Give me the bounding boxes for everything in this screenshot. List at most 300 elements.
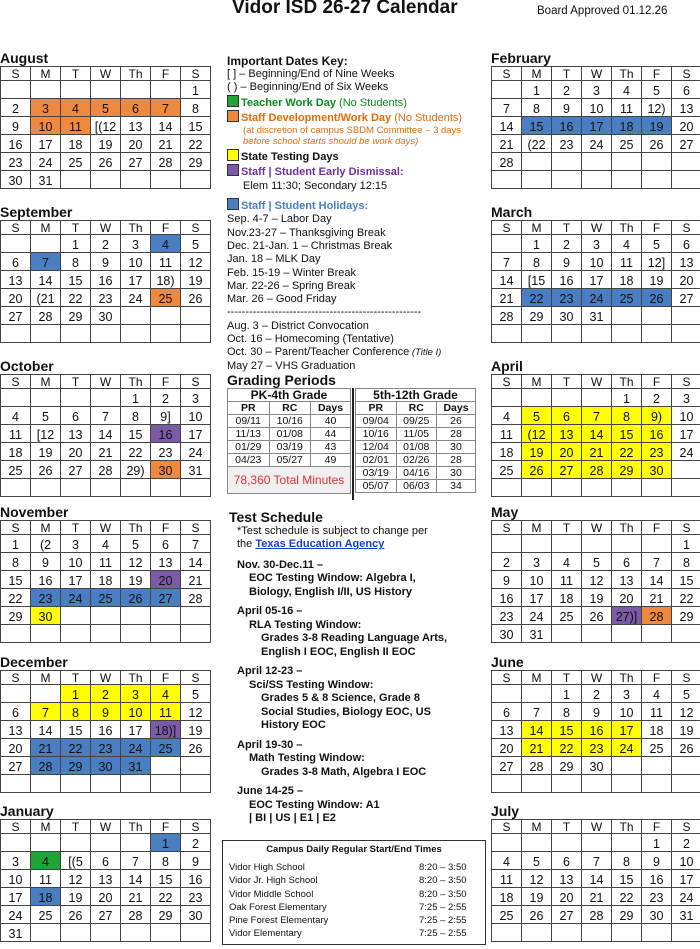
day-cell: 13	[91, 870, 121, 888]
day-cell: 26	[642, 289, 672, 307]
day-cell: 23	[552, 289, 582, 307]
day-cell: 21	[492, 289, 522, 307]
hs-col-header: RC	[396, 402, 437, 415]
day-cell: 5	[91, 99, 121, 117]
day-cell: 5	[121, 535, 151, 553]
day-cell: 2	[552, 235, 582, 253]
day-cell	[1, 81, 31, 99]
day-cell: (21	[31, 289, 61, 307]
day-cell: 1	[121, 389, 151, 407]
test-line: Grades 3-8 Reading Language Arts,	[261, 632, 448, 645]
day-cell	[612, 307, 642, 325]
day-cell	[642, 757, 672, 775]
test-line: Biology, English I/II, US History	[249, 585, 412, 598]
day-cell: 12	[582, 571, 612, 589]
day-cell: 6	[91, 852, 121, 870]
day-cell: 5	[582, 553, 612, 571]
table-row	[356, 467, 476, 480]
day-cell: 11	[552, 571, 582, 589]
day-cell: 4	[31, 852, 61, 870]
day-cell: 10	[61, 553, 91, 571]
day-cell: 30	[642, 906, 672, 924]
day-cell: 1	[181, 81, 211, 99]
day-cell: 17	[1, 888, 31, 906]
day-cell	[492, 171, 522, 189]
day-cell	[552, 775, 582, 793]
day-cell: 13	[1, 271, 31, 289]
day-cell: 26	[121, 589, 151, 607]
day-cell	[121, 479, 151, 497]
day-cell: 11	[612, 253, 642, 271]
day-cell: 28	[151, 153, 181, 171]
hs-cell: 10/16	[356, 428, 397, 441]
day-cell: 26	[522, 906, 552, 924]
day-cell: 30	[151, 461, 181, 479]
day-cell: 16	[552, 271, 582, 289]
day-cell	[181, 325, 211, 343]
day-cell	[151, 607, 181, 625]
holiday-item: Mar. 26 – Good Friday	[227, 293, 337, 306]
day-cell: 12]	[642, 253, 672, 271]
weekday-header: Th	[121, 221, 151, 235]
day-cell: 9	[582, 703, 612, 721]
day-cell: 31	[522, 625, 552, 643]
day-cell: 18	[492, 888, 522, 906]
month-march	[491, 205, 700, 343]
day-cell	[612, 775, 642, 793]
day-cell	[31, 81, 61, 99]
day-cell	[31, 685, 61, 703]
day-cell: 27	[552, 461, 582, 479]
hs-cell: 04/16	[396, 467, 437, 480]
day-cell: 20	[61, 443, 91, 461]
day-cell	[522, 834, 552, 852]
day-cell: 27	[121, 153, 151, 171]
day-cell: 23	[492, 607, 522, 625]
day-cell: 28	[492, 307, 522, 325]
holiday-item: Nov.23-27 – Thanksgiving Break	[227, 226, 386, 239]
day-cell	[151, 171, 181, 189]
day-cell: 19	[522, 888, 552, 906]
weekday-header: S	[492, 671, 522, 685]
day-cell	[61, 81, 91, 99]
weekday-header: W	[91, 671, 121, 685]
day-cell: 22	[552, 739, 582, 757]
day-cell: 2	[642, 389, 672, 407]
month-grid	[0, 374, 211, 497]
day-cell: 28	[31, 307, 61, 325]
day-cell	[552, 479, 582, 497]
day-cell: 31	[181, 461, 211, 479]
weekday-header: M	[522, 671, 552, 685]
day-cell	[31, 479, 61, 497]
weekday-header: T	[61, 671, 91, 685]
day-cell	[61, 479, 91, 497]
weekday-header: M	[31, 820, 61, 834]
day-cell: 20	[612, 589, 642, 607]
key-holidays	[227, 198, 490, 213]
day-cell	[522, 389, 552, 407]
day-cell: 1	[1, 535, 31, 553]
weekday-header: M	[522, 221, 552, 235]
day-cell: 8	[121, 407, 151, 425]
day-cell: 10	[672, 852, 700, 870]
weekday-header: S	[492, 67, 522, 81]
month-name: December	[0, 654, 68, 670]
day-cell: 24	[672, 888, 700, 906]
day-cell: 28	[31, 757, 61, 775]
weekday-header: W	[91, 67, 121, 81]
day-cell: 23	[582, 739, 612, 757]
weekday-header: S	[672, 375, 700, 389]
day-cell: 26	[31, 461, 61, 479]
weekday-header: F	[151, 521, 181, 535]
weekday-header: F	[642, 521, 672, 535]
month-november	[0, 505, 211, 643]
weekday-header: M	[522, 820, 552, 834]
test-line: Grades 3-8 Math, Algebra I EOC	[261, 765, 427, 778]
day-cell: 13	[552, 425, 582, 443]
weekday-header: F	[151, 221, 181, 235]
month-grid	[0, 819, 211, 942]
day-cell	[181, 171, 211, 189]
pk-col-header: PR	[228, 402, 270, 415]
day-cell: 18	[612, 271, 642, 289]
day-cell: 19	[181, 721, 211, 739]
day-cell	[672, 757, 700, 775]
day-cell: 30	[181, 906, 211, 924]
day-cell: 20	[1, 289, 31, 307]
key-early-dismissal	[227, 164, 490, 179]
day-cell	[642, 307, 672, 325]
day-cell	[522, 535, 552, 553]
day-cell	[582, 171, 612, 189]
month-grid	[491, 66, 700, 189]
day-cell: 8	[612, 852, 642, 870]
campus-time-row	[229, 874, 479, 887]
day-cell: 4	[91, 535, 121, 553]
day-cell	[642, 153, 672, 171]
day-cell: 4	[492, 407, 522, 425]
day-cell: 7	[91, 407, 121, 425]
day-cell	[181, 479, 211, 497]
event-text: Oct. 30 – Parent/Teacher Conference	[227, 346, 410, 359]
day-cell: 1	[522, 81, 552, 99]
test-line: Nov. 30-Dec.11 –	[237, 558, 324, 571]
day-cell: 18)]	[151, 721, 181, 739]
month-august	[0, 51, 211, 189]
day-cell	[582, 153, 612, 171]
day-cell: 18	[1, 443, 31, 461]
tea-link[interactable]: Texas Education Agency	[255, 538, 385, 551]
day-cell: 6	[151, 535, 181, 553]
day-cell: 29	[61, 307, 91, 325]
weekday-header: T	[552, 375, 582, 389]
day-cell: 1	[612, 389, 642, 407]
weekday-header: F	[151, 67, 181, 81]
day-cell: 10	[121, 703, 151, 721]
day-cell: 6	[672, 235, 700, 253]
weekday-header: M	[522, 521, 552, 535]
day-cell: 3	[121, 235, 151, 253]
campus-time-row	[229, 888, 479, 901]
day-cell: 1	[522, 235, 552, 253]
day-cell: 4	[612, 81, 642, 99]
day-cell: 14	[31, 721, 61, 739]
day-cell: 27	[552, 906, 582, 924]
day-cell	[31, 389, 61, 407]
day-cell: 17	[582, 271, 612, 289]
day-cell: 11	[91, 553, 121, 571]
campus-name: Vidor Jr. High School	[229, 875, 318, 887]
day-cell: 20	[151, 571, 181, 589]
day-cell	[492, 235, 522, 253]
day-cell	[121, 171, 151, 189]
campus-time: 7:25 – 2:55	[419, 928, 467, 940]
day-cell: 25	[151, 739, 181, 757]
month-name: June	[491, 654, 524, 670]
hs-col-header: Days	[437, 402, 476, 415]
day-cell: 21	[121, 888, 151, 906]
hs-cell: 12/04	[356, 441, 397, 454]
day-cell: 11	[61, 117, 91, 135]
table-row	[228, 441, 351, 454]
day-cell: 10	[522, 571, 552, 589]
pk-cell: 05/27	[269, 454, 311, 467]
weekday-header: T	[552, 820, 582, 834]
day-cell: 5	[181, 235, 211, 253]
day-cell	[181, 924, 211, 942]
day-cell: 10	[181, 407, 211, 425]
weekday-header: Th	[612, 521, 642, 535]
day-cell	[642, 625, 672, 643]
test-note-2-text: the	[237, 538, 256, 551]
test-line: April 12-23 –	[237, 665, 303, 678]
day-cell: 21	[582, 443, 612, 461]
day-cell: 15	[121, 425, 151, 443]
day-cell	[492, 535, 522, 553]
day-cell	[552, 153, 582, 171]
day-cell	[492, 685, 522, 703]
table-row	[356, 415, 476, 428]
weekday-header: W	[582, 671, 612, 685]
day-cell	[582, 924, 612, 942]
day-cell: 13	[672, 253, 700, 271]
day-cell	[612, 924, 642, 942]
day-cell: 3	[582, 235, 612, 253]
grading-tables	[227, 388, 490, 500]
day-cell: 10	[31, 117, 61, 135]
day-cell: 27	[151, 589, 181, 607]
weekday-header: Th	[121, 521, 151, 535]
day-cell: 26	[181, 289, 211, 307]
hs-cell: 09/25	[396, 415, 437, 428]
month-name: April	[491, 358, 523, 374]
weekday-header: Th	[612, 375, 642, 389]
day-cell: 28	[121, 906, 151, 924]
day-cell	[181, 757, 211, 775]
key-teacher-work-day	[227, 95, 490, 110]
month-grid	[491, 670, 700, 793]
hs-cell: 02/26	[396, 454, 437, 467]
key-title: Important Dates Key:	[227, 54, 348, 68]
day-cell: 9	[91, 703, 121, 721]
day-cell: 24	[121, 739, 151, 757]
test-line: English I EOC, English II EOC	[261, 645, 416, 658]
weekday-header: S	[1, 521, 31, 535]
day-cell: 2	[91, 685, 121, 703]
day-cell	[31, 325, 61, 343]
day-cell: 27)]	[612, 607, 642, 625]
day-cell	[121, 834, 151, 852]
weekday-header: S	[492, 375, 522, 389]
staff-dev-note: (No Students)	[391, 111, 463, 124]
day-cell: 26	[672, 739, 700, 757]
day-cell	[492, 325, 522, 343]
pk-grade-header: PK-4th Grade	[228, 389, 351, 402]
day-cell: 27	[672, 289, 700, 307]
weekday-header: Th	[612, 67, 642, 81]
day-cell: 28	[582, 906, 612, 924]
day-cell	[121, 775, 151, 793]
day-cell: 28	[642, 607, 672, 625]
day-cell: 4	[612, 235, 642, 253]
weekday-header: W	[91, 375, 121, 389]
weekday-header: T	[61, 221, 91, 235]
pk-cell: 01/29	[228, 441, 270, 454]
day-cell: 22	[522, 289, 552, 307]
weekday-header: T	[552, 671, 582, 685]
day-cell: 1	[151, 834, 181, 852]
day-cell: 22	[672, 589, 700, 607]
day-cell	[91, 325, 121, 343]
day-cell: 12	[181, 703, 211, 721]
day-cell: 29	[151, 906, 181, 924]
day-cell: 4	[642, 685, 672, 703]
weekday-header: M	[522, 67, 552, 81]
day-cell: 10	[582, 253, 612, 271]
day-cell	[151, 924, 181, 942]
day-cell: 26	[181, 739, 211, 757]
day-cell: 19	[642, 117, 672, 135]
weekday-header: S	[181, 820, 211, 834]
test-lines	[229, 559, 492, 826]
day-cell	[552, 625, 582, 643]
day-cell: 11	[492, 870, 522, 888]
teacher-work-day-note: (No Students)	[335, 96, 407, 109]
day-cell: 18	[91, 571, 121, 589]
day-cell	[612, 171, 642, 189]
day-cell: 31	[672, 906, 700, 924]
day-cell: 11	[642, 703, 672, 721]
pk-cell: 04/23	[228, 454, 270, 467]
test-line: Grades 5 & 8 Science, Grade 8	[261, 692, 420, 705]
day-cell	[672, 307, 700, 325]
day-cell: 4	[151, 685, 181, 703]
day-cell: 19	[181, 271, 211, 289]
day-cell: 18	[552, 589, 582, 607]
day-cell	[582, 834, 612, 852]
day-cell	[61, 625, 91, 643]
staff-dev-sub1: (at discretion of campus SBDM Committee – 3 days	[243, 125, 462, 137]
month-grid	[0, 66, 211, 189]
hs-cell: 34	[437, 480, 476, 493]
weekday-header: S	[492, 820, 522, 834]
day-cell: [(12	[91, 117, 121, 135]
day-cell: 17	[672, 870, 700, 888]
day-cell	[522, 153, 552, 171]
weekday-header: W	[582, 67, 612, 81]
day-cell: 23	[91, 739, 121, 757]
day-cell: 9	[552, 99, 582, 117]
campus-times-title: Campus Daily Regular Start/End Times	[266, 844, 442, 855]
day-cell: 25	[552, 607, 582, 625]
day-cell: (12	[522, 425, 552, 443]
early-dismissal-label: Staff | Student Early Dismissal:	[241, 166, 404, 179]
hs-cell: 01/08	[396, 441, 437, 454]
day-cell: 25	[151, 289, 181, 307]
day-cell: 19	[522, 443, 552, 461]
day-cell: 4	[552, 553, 582, 571]
day-cell: 29	[612, 906, 642, 924]
day-cell: 6	[61, 407, 91, 425]
holiday-item: Feb. 15-19 – Winter Break	[227, 266, 357, 279]
day-cell: 30	[91, 307, 121, 325]
table-row	[228, 428, 351, 441]
hs-cell: 30	[437, 467, 476, 480]
month-september	[0, 205, 211, 343]
weekday-header: Th	[121, 67, 151, 81]
weekday-header: W	[91, 521, 121, 535]
day-cell	[61, 834, 91, 852]
day-cell: 23	[91, 289, 121, 307]
day-cell: 17	[522, 589, 552, 607]
hs-grade-table	[355, 388, 476, 493]
day-cell: 29	[672, 607, 700, 625]
test-line: June 14-25 –	[237, 785, 304, 798]
weekday-header: S	[181, 671, 211, 685]
page-title: Vidor ISD 26-27 Calendar	[232, 0, 458, 18]
month-name: September	[0, 204, 73, 220]
weekday-header: Th	[121, 820, 151, 834]
day-cell: 24	[612, 739, 642, 757]
day-cell: 19	[61, 888, 91, 906]
day-cell	[31, 775, 61, 793]
day-cell: 22	[612, 443, 642, 461]
day-cell: 16	[642, 425, 672, 443]
event-item: Aug. 3 – District Convocation	[227, 319, 369, 332]
campus-time-row	[229, 901, 479, 914]
day-cell: 30	[582, 757, 612, 775]
day-cell: 17	[612, 721, 642, 739]
hs-cell: 28	[437, 428, 476, 441]
campus-name: Oak Forest Elementary	[229, 901, 327, 913]
weekday-header: M	[522, 375, 552, 389]
day-cell: 13	[552, 870, 582, 888]
day-cell: 14	[151, 117, 181, 135]
day-cell	[492, 775, 522, 793]
weekday-header: S	[1, 375, 31, 389]
day-cell: 23	[31, 589, 61, 607]
green-swatch-icon	[227, 95, 239, 107]
day-cell: 3	[522, 553, 552, 571]
day-cell: 30	[91, 757, 121, 775]
month-name: July	[491, 803, 520, 819]
month-june	[491, 655, 700, 793]
day-cell	[91, 81, 121, 99]
holiday-item: Jan. 18 – MLK Day	[227, 253, 321, 266]
day-cell	[31, 924, 61, 942]
